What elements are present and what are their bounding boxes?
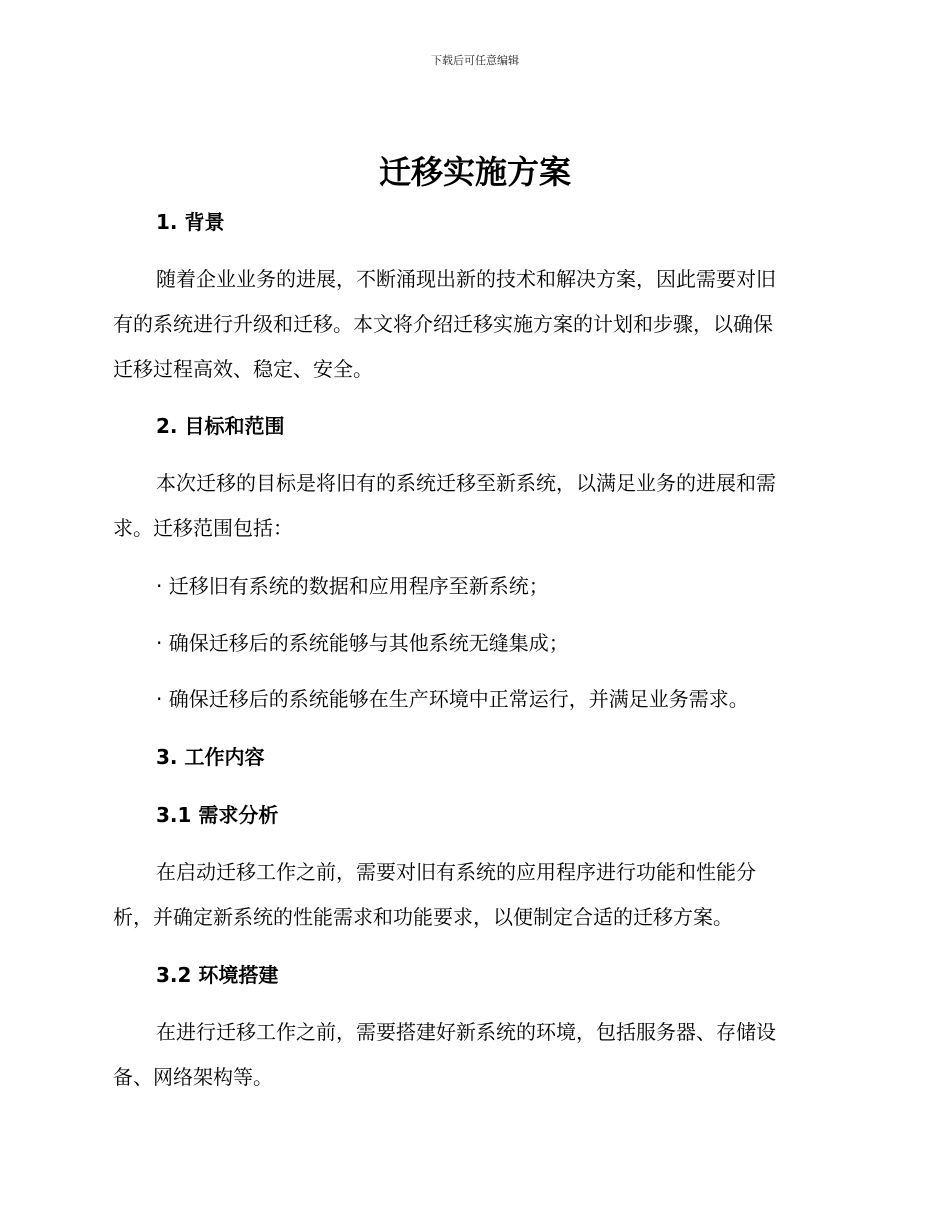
list-item: · 确保迁移后的系统能够在生产环境中正常运行，并满足业务需求。 — [156, 687, 749, 711]
list-item: · 迁移旧有系统的数据和应用程序至新系统； — [156, 574, 549, 598]
page-header-note: 下载后可任意编辑 — [431, 54, 519, 67]
section-heading-background: 1. 背景 — [156, 210, 225, 234]
paragraph-line: 在进行迁移工作之前，需要搭建好新系统的环境，包括服务器、存储设 — [156, 1020, 776, 1044]
paragraph-line: 本次迁移的目标是将旧有的系统迁移至新系统，以满足业务的进展和需 — [156, 471, 776, 495]
paragraph-line: 备、网络架构等。 — [113, 1065, 273, 1089]
paragraph-line: 求。迁移范围包括： — [113, 516, 293, 540]
subsection-heading-environment: 3.2 环境搭建 — [156, 963, 279, 987]
paragraph-line: 随着企业业务的进展，不断涌现出新的技术和解决方案，因此需要对旧 — [156, 267, 776, 291]
paragraph-line: 有的系统进行升级和迁移。本文将介绍迁移实施方案的计划和步骤，以确保 — [113, 312, 773, 336]
paragraph-line: 迁移过程高效、稳定、安全。 — [113, 357, 373, 381]
section-heading-goals: 2. 目标和范围 — [156, 414, 285, 438]
subsection-heading-requirements: 3.1 需求分析 — [156, 803, 279, 827]
section-heading-work: 3. 工作内容 — [156, 745, 265, 769]
list-item: · 确保迁移后的系统能够与其他系统无缝集成； — [156, 631, 569, 655]
document-title: 迁移实施方案 — [378, 153, 571, 191]
paragraph-line: 析，并确定新系统的性能需求和功能要求，以便制定合适的迁移方案。 — [113, 905, 733, 929]
paragraph-line: 在启动迁移工作之前，需要对旧有系统的应用程序进行功能和性能分 — [156, 860, 756, 884]
